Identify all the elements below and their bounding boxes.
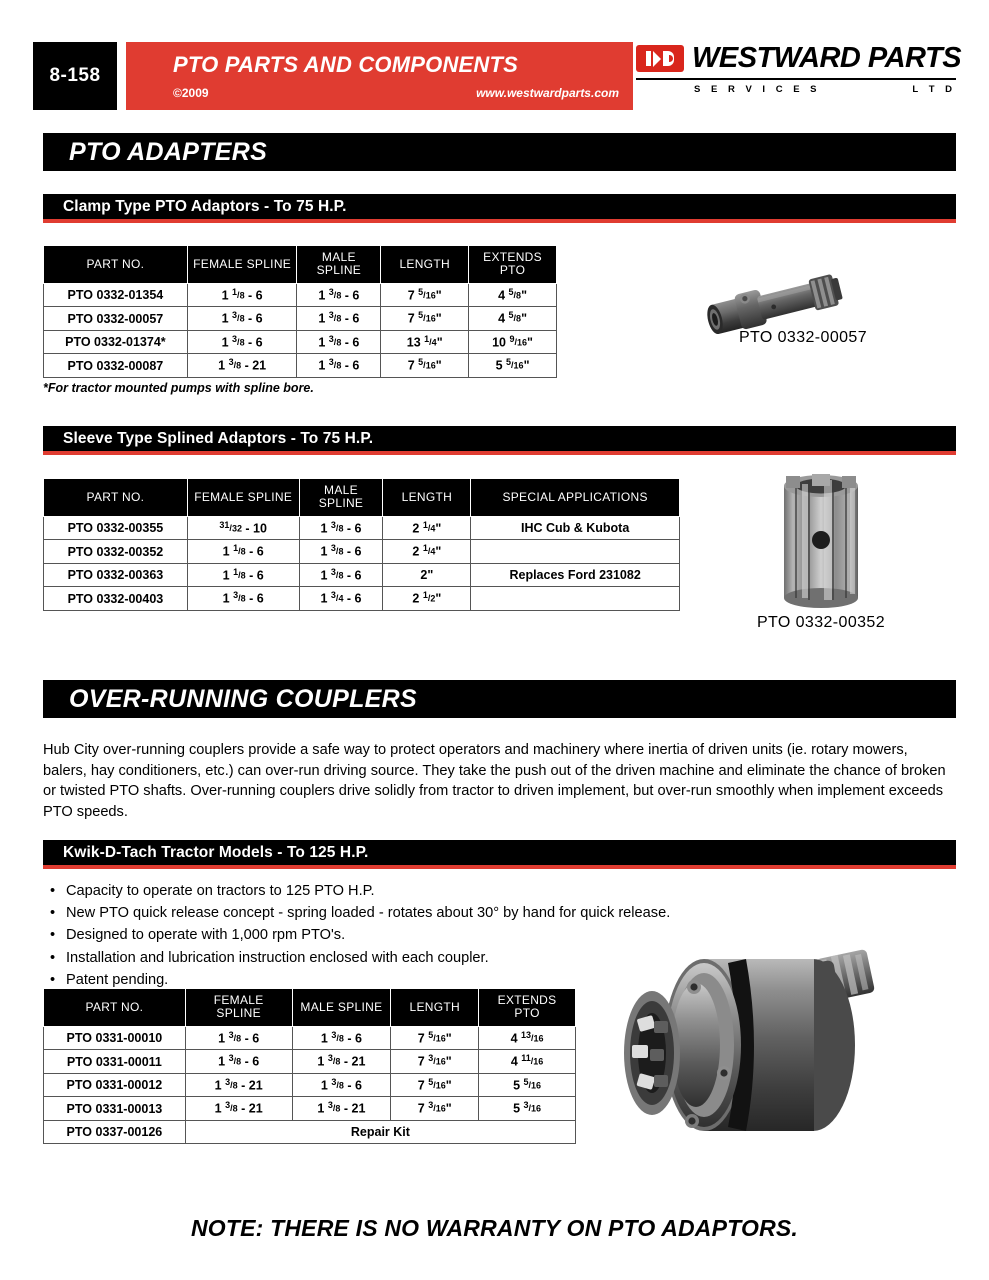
col-part-no: PART NO.: [44, 246, 188, 284]
cell-length: 7 $^3/_{16}$": [391, 1097, 479, 1120]
cell-extends-pto: 4 $^5/_8$": [469, 307, 557, 330]
cell-extends-pto: 5 $^3/_{16}$: [479, 1097, 576, 1120]
section-title-over-running-couplers: OVER-RUNNING COUPLERS: [43, 680, 956, 718]
col-extends-pto: EXTENDS PTO: [469, 246, 557, 284]
caption-pto-0332-00352: PTO 0332-00352: [756, 614, 886, 631]
list-item: • New PTO quick release concept - spring loaded - rotates about 30° by hand for quick release.: [48, 902, 668, 924]
cell-extends-pto: 5 $^5/_{16}$": [469, 354, 557, 377]
brand-logo-row: [636, 44, 961, 73]
cell-female-spline: 1 $^1/_8 - 6$: [187, 283, 297, 306]
cell-part-no: PTO 0331-00010: [44, 1026, 186, 1049]
table-header-row: [44, 989, 576, 1027]
table-row: [44, 354, 557, 377]
clamp-spec-table: [43, 245, 557, 378]
kwik-spec-table: [43, 988, 576, 1144]
product-image-kwik-d-tach-coupler: [600, 915, 920, 1175]
table-row: [44, 1050, 576, 1073]
col-extends-pto: EXTENDS PTO: [479, 989, 576, 1027]
brand-name: WESTWARD PARTS: [692, 42, 962, 74]
col-length: LENGTH: [391, 989, 479, 1027]
table-row: [44, 283, 557, 306]
brand-subtitle-services: S E R V I C E S: [694, 84, 821, 95]
cell-special-applications: [471, 540, 680, 563]
table-header-row: [44, 246, 557, 284]
cell-male-spline: 1 $^3/_8 - 6$: [297, 307, 381, 330]
cell-part-no: PTO 0332-00057: [44, 307, 188, 330]
cell-female-spline: 1 $^3/_8 - 21$: [185, 1097, 292, 1120]
table-header-row: [44, 479, 680, 517]
copyright-text: ©2009: [173, 86, 209, 100]
table-row: [44, 1097, 576, 1120]
cell-part-no: PTO 0332-00363: [44, 563, 188, 586]
clamp-footnote: *For tractor mounted pumps with spline bore.: [43, 381, 314, 395]
cell-extends-pto: 4 $^5/_8$": [469, 283, 557, 306]
subsection-kwik-d-tach: Kwik-D-Tach Tractor Models - To 125 H.P.: [43, 840, 956, 865]
over-running-description: Hub City over-running couplers provide a safe way to protect operators and machinery where inertia of driven units (ie. rotary mowers, balers, hay conditioners, etc.) can over-run driving source. They take the push out of the driven machine and eliminate the chance of broken or twisted PTO shafts. Over-running couplers drive solidly from tractor to driven implement, but over-run smoothly when implement exceeds PTO speeds.: [43, 742, 946, 821]
col-length: LENGTH: [383, 479, 471, 517]
cell-female-spline: 1 $^3/_8 - 21$: [187, 354, 297, 377]
cell-male-spline: 1 $^3/_8 - 6$: [299, 540, 383, 563]
brand-subtitle: [694, 84, 956, 95]
cell-length: 7 $^3/_{16}$": [391, 1050, 479, 1073]
table-row: [44, 587, 680, 610]
cell-length: 7 $^5/_{16}$": [391, 1026, 479, 1049]
subsection-clamp-type: Clamp Type PTO Adaptors - To 75 H.P.: [43, 194, 956, 219]
category-title: PTO PARTS AND COMPONENTS: [173, 52, 519, 77]
cell-repair-kit: Repair Kit: [185, 1120, 575, 1143]
cell-part-no: PTO 0332-00403: [44, 587, 188, 610]
cell-female-spline: 1 $^3/_8 - 6$: [187, 330, 297, 353]
col-length: LENGTH: [381, 246, 469, 284]
cell-male-spline: 1 $^3/_8 - 6$: [299, 563, 383, 586]
cell-length: 7 $^5/_{16}$": [391, 1073, 479, 1096]
table-row: [44, 1120, 576, 1143]
warranty-note: NOTE: THERE IS NO WARRANTY ON PTO ADAPTORS.: [190, 1215, 799, 1241]
table-row: [44, 1073, 576, 1096]
col-part-no: PART NO.: [44, 479, 188, 517]
cell-length: 7 $^5/_{16}$": [381, 307, 469, 330]
cell-part-no: PTO 0332-01354: [44, 283, 188, 306]
cell-length: 7 $^5/_{16}$": [381, 354, 469, 377]
page-header: [33, 42, 962, 110]
kwik-feature-list: [48, 880, 671, 991]
cell-extends-pto: 4 $^{11}/_{16}$: [479, 1050, 576, 1073]
cell-male-spline: 1 $^3/_8 - 6$: [297, 330, 381, 353]
table-row: [44, 563, 680, 586]
cell-length: 2 $^1/_4$": [383, 540, 471, 563]
cell-length: 13 $^1/_4$": [381, 330, 469, 353]
table-row: [44, 516, 680, 539]
col-male-spline: MALE SPLINE: [299, 479, 383, 517]
col-special-applications: SPECIAL APPLICATIONS: [471, 479, 680, 517]
cell-length: 2 $^1/_4$": [383, 516, 471, 539]
cell-male-spline: 1 $^3/_8 - 6$: [297, 354, 381, 377]
cell-extends-pto: 5 $^5/_{16}$: [479, 1073, 576, 1096]
page-number-badge: 8-158: [33, 42, 117, 110]
cell-special-applications: [471, 587, 680, 610]
cell-male-spline: 1 $^3/_8 - 6$: [297, 283, 381, 306]
westward-logo-icon: [636, 45, 684, 72]
product-image-pto-0332-00057: [703, 272, 859, 334]
cell-part-no: PTO 0332-01374*: [44, 330, 188, 353]
col-female-spline: FEMALE SPLINE: [185, 989, 292, 1027]
list-item: • Capacity to operate on tractors to 125 PTO H.P.: [48, 880, 668, 902]
product-image-pto-0332-00352: [766, 470, 876, 610]
col-female-spline: FEMALE SPLINE: [187, 246, 297, 284]
cell-female-spline: 1 $^3/_8 - 6$: [187, 307, 297, 330]
col-female-spline: FEMALE SPLINE: [187, 479, 299, 517]
table-row: [44, 330, 557, 353]
cell-female-spline: $^{31}/_{32} - 10$: [187, 516, 299, 539]
cell-male-spline: 1 $^3/_8 - 21$: [292, 1097, 391, 1120]
subsection-rule-clamp: [43, 219, 956, 223]
brand-logo: [636, 42, 962, 106]
cell-extends-pto: 4 $^{13}/_{16}$: [479, 1026, 576, 1049]
cell-extends-pto: 10 $^9/_{16}$": [469, 330, 557, 353]
col-male-spline: MALE SPLINE: [292, 989, 391, 1027]
table-row: [44, 307, 557, 330]
cell-female-spline: 1 $^1/_8 - 6$: [187, 540, 299, 563]
cell-female-spline: 1 $^3/_8 - 21$: [185, 1073, 292, 1096]
cell-length: 2": [383, 563, 471, 586]
cell-part-no: PTO 0331-00012: [44, 1073, 186, 1096]
cell-length: 7 $^5/_{16}$": [381, 283, 469, 306]
list-item: • Designed to operate with 1,000 rpm PTO's.: [48, 924, 668, 946]
cell-part-no: PTO 0337-00126: [44, 1120, 186, 1143]
cell-female-spline: 1 $^3/_8 - 6$: [185, 1026, 292, 1049]
brand-subtitle-ltd: L T D: [912, 84, 956, 95]
table-row: [44, 1026, 576, 1049]
subsection-rule-kwik: [43, 865, 956, 869]
cell-part-no: PTO 0332-00087: [44, 354, 188, 377]
subsection-sleeve-type: Sleeve Type Splined Adaptors - To 75 H.P.: [43, 426, 956, 451]
cell-special-applications: IHC Cub & Kubota: [471, 516, 680, 539]
cell-male-spline: 1 $^3/_8 - 6$: [292, 1026, 391, 1049]
website-url[interactable]: www.westwardparts.com: [476, 86, 619, 100]
col-part-no: PART NO.: [44, 989, 186, 1027]
table-row: [44, 540, 680, 563]
list-item: • Patent pending.: [48, 969, 668, 991]
section-title-pto-adapters: PTO ADAPTERS: [43, 133, 956, 171]
cell-male-spline: 1 $^3/_4 - 6$: [299, 587, 383, 610]
cell-part-no: PTO 0332-00355: [44, 516, 188, 539]
subsection-rule-sleeve: [43, 451, 956, 455]
list-item: • Installation and lubrication instruction enclosed with each coupler.: [48, 947, 668, 969]
cell-male-spline: 1 $^3/_8 - 6$: [299, 516, 383, 539]
caption-pto-0332-00057: PTO 0332-00057: [738, 329, 868, 346]
brand-divider: [636, 78, 956, 80]
col-male-spline: MALE SPLINE: [297, 246, 381, 284]
cell-special-applications: Replaces Ford 231082: [471, 563, 680, 586]
category-banner: [126, 42, 633, 110]
cell-male-spline: 1 $^3/_8 - 21$: [292, 1050, 391, 1073]
cell-part-no: PTO 0331-00011: [44, 1050, 186, 1073]
cell-female-spline: 1 $^1/_8 - 6$: [187, 563, 299, 586]
cell-male-spline: 1 $^3/_8 - 6$: [292, 1073, 391, 1096]
cell-female-spline: 1 $^3/_8 - 6$: [187, 587, 299, 610]
cell-length: 2 $^1/_2$": [383, 587, 471, 610]
cell-female-spline: 1 $^3/_8 - 6$: [185, 1050, 292, 1073]
sleeve-spec-table: [43, 478, 680, 611]
cell-part-no: PTO 0331-00013: [44, 1097, 186, 1120]
cell-part-no: PTO 0332-00352: [44, 540, 188, 563]
